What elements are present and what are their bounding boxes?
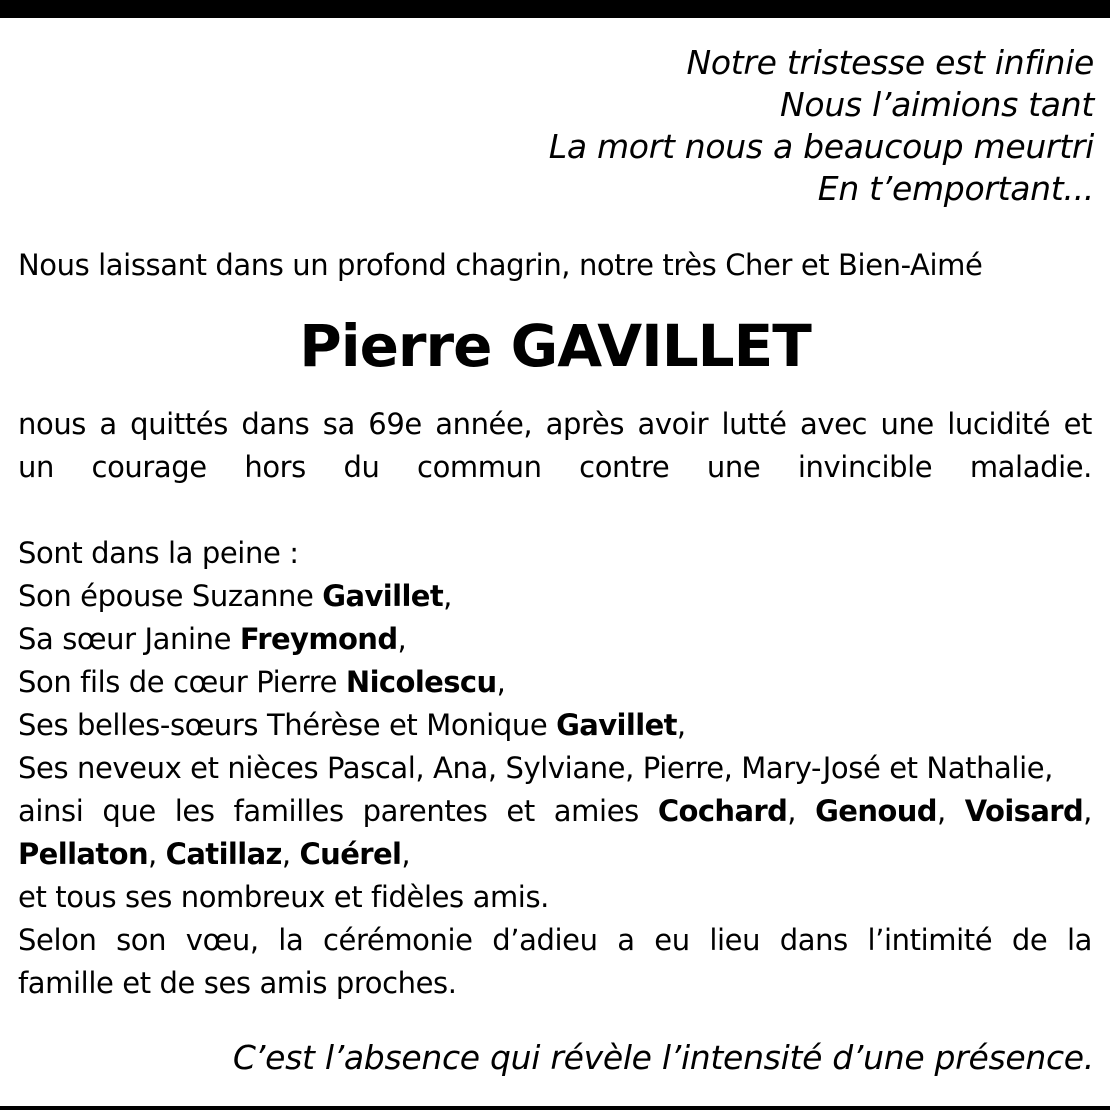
passing-line-2: un courage hors du commun contre une invincible maladie. bbox=[18, 450, 1092, 484]
mourner-families-line-2: Pellaton, Catillaz, Cuérel, bbox=[18, 837, 411, 871]
closing-quote: C’est l’absence qui révèle l’intensité d’une présence. bbox=[232, 1038, 1094, 1077]
mourner-nephews: Ses neveux et nièces Pascal, Ana, Sylviane, Pierre, Mary-José et Nathalie, bbox=[18, 751, 1053, 785]
mourner-friends: et tous ses nombreux et fidèles amis. bbox=[18, 880, 549, 914]
intro-text: Nous laissant dans un profond chagrin, notre très Cher et Bien-Aimé bbox=[18, 248, 983, 282]
mourner-son: Son fils de cœur Pierre Nicolescu, bbox=[18, 665, 506, 699]
mourner-sister: Sa sœur Janine Freymond, bbox=[18, 622, 407, 656]
poem-line: Notre tristesse est infinie bbox=[686, 43, 1094, 82]
passing-line-1: nous a quittés dans sa 69e année, après avoir lutté avec une lucidité et bbox=[18, 407, 1092, 441]
poem-line: Nous l’aimions tant bbox=[780, 85, 1094, 124]
mourner-families-line: ainsi que les familles parentes et amies Cochard, Genoud, Voisard, bbox=[18, 794, 1092, 828]
ceremony-line-2: famille et de ses amis proches. bbox=[18, 966, 457, 1000]
ceremony-line-1: Selon son vœu, la cérémonie d’adieu a eu lieu dans l’intimité de la bbox=[18, 923, 1092, 957]
deceased-name: Pierre GAVILLET bbox=[299, 312, 811, 380]
mourners-heading: Sont dans la peine : bbox=[18, 536, 299, 570]
mourners-list bbox=[18, 532, 1092, 1005]
poem-line: La mort nous a beaucoup meurtri bbox=[548, 127, 1094, 166]
mourner-sisters-in-law: Ses belles-sœurs Thérèse et Monique Gavillet, bbox=[18, 708, 686, 742]
mourner-spouse: Son épouse Suzanne Gavillet, bbox=[18, 579, 452, 613]
bottom-border-rule bbox=[0, 1106, 1110, 1110]
poem-verse bbox=[549, 42, 1094, 210]
top-border-rule bbox=[0, 0, 1110, 18]
poem-line: En t’emportant... bbox=[817, 169, 1094, 208]
